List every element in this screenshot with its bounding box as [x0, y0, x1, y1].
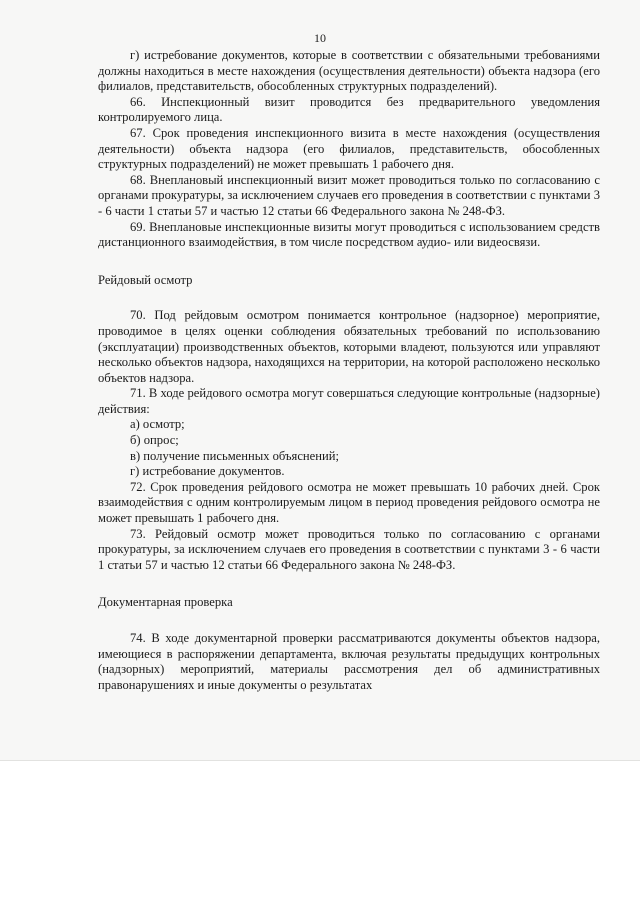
list-item: б) опрос; — [130, 433, 179, 448]
paragraph: 69. Внеплановые инспекционные визиты могут проводиться с использованием средств дистанционного взаимодействия, в том числе посредством аудио- или видеосвязи. — [98, 219, 600, 250]
paragraph: 68. Внеплановый инспекционный визит может проводиться только по согласованию с органами прокуратуры, за исключением случаев его проведения в соответствии с пунктами 3 - 6 части 1 статьи 57 и частью 12 статьи 66 Федерального закона № 248-ФЗ. — [98, 172, 600, 218]
list-item: г) истребование документов. — [130, 464, 285, 479]
paragraph: 71. В ходе рейдового осмотра могут совершаться следующие контрольные (надзорные) действия: — [98, 386, 600, 416]
paragraph: 67. Срок проведения инспекционного визита в месте нахождения (осуществления деятельности) объекта надзора (его филиалов, представительств, обособленных структурных подразделений) не может превышать 1 рабочего дня. — [98, 125, 600, 172]
page-number: 10 — [314, 31, 326, 45]
list-item: в) получение письменных объяснений; — [130, 448, 339, 463]
paragraph: 72. Срок проведения рейдового осмотра не может превышать 10 рабочих дней. Срок взаимодействия с одним контролируемым лицом в период проведения рейдового осмотра не может превышать 1 рабочего дня. — [98, 479, 600, 526]
paragraph: 73. Рейдовый осмотр может проводиться только по согласованию с органами прокуратуры, за исключением случаев его проведения в соответствии с пунктами 3 - 6 части 1 статьи 57 и частью 12 статьи 66 Федерального закона № 248-ФЗ. — [98, 526, 600, 572]
paragraph: г) истребование документов, которые в соответствии с обязательными требованиями должны находиться в месте нахождения (осуществления деятельности) объекта надзора (его филиалов, представительств, обособленных структурных подразделений). — [98, 48, 600, 94]
section-heading: Документарная проверка — [98, 595, 233, 610]
document-body — [98, 48, 600, 693]
section-heading: Рейдовый осмотр — [98, 272, 193, 287]
paragraph: 66. Инспекционный визит проводится без предварительного уведомления контролируемого лица. — [98, 94, 600, 125]
paragraph: 70. Под рейдовым осмотром понимается контрольное (надзорное) мероприятие, проводимое в целях оценки соблюдения обязательных требований по использованию (эксплуатации) производственных объектов, которыми владеют, пользуются или управляют несколько объектов надзора, находящихся на территории, на которой расположено несколько объектов надзора. — [98, 308, 600, 385]
list-item: а) осмотр; — [130, 417, 185, 432]
paragraph: 74. В ходе документарной проверки рассматриваются документы объектов надзора, имеющиеся в распоряжении департамента, включая результаты предыдущих контрольных (надзорных) мероприятий, материалы рассмотрения дел об административных правонарушениях и иные документы о результатах — [98, 631, 600, 692]
